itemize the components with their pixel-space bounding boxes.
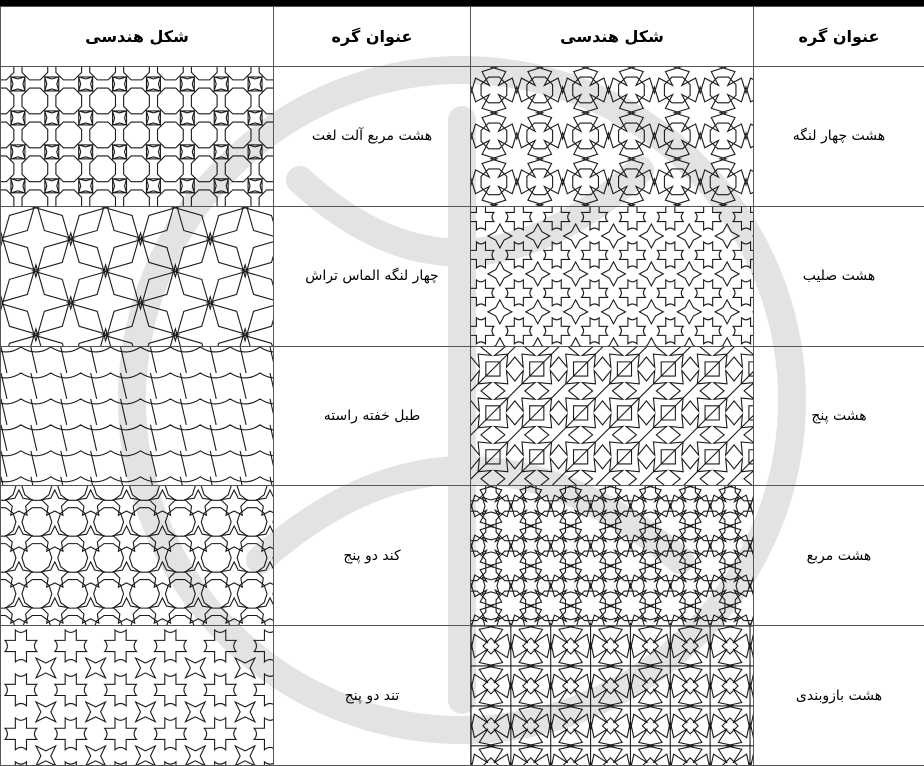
- header-shape-a: شکل هندسی: [471, 7, 754, 67]
- pattern-dense-pentagon: [1, 486, 273, 625]
- pattern-cell: [471, 626, 754, 766]
- knot-title: تند دو پنج: [274, 626, 471, 766]
- pattern-drum-wave: [1, 347, 273, 486]
- pattern-cell: [1, 67, 274, 207]
- knot-title: هشت چهار لنگه: [754, 67, 924, 207]
- pattern-cell: [471, 486, 754, 626]
- pattern-cell: [1, 626, 274, 766]
- table-row: [1, 346, 924, 486]
- pattern-eight-five: [471, 347, 753, 486]
- knot-title: کند دو پنج: [274, 486, 471, 626]
- pattern-sharp-pentagon: [1, 626, 273, 765]
- pattern-eight-point-star: [471, 67, 753, 206]
- pattern-octagon-square-dense: [471, 486, 753, 625]
- header-knot-title-a: عنوان گره: [754, 7, 924, 67]
- pattern-four-point-star: [1, 207, 273, 346]
- header-shape-b: شکل هندسی: [1, 7, 274, 67]
- knot-title: چهار لنگه الماس تراش: [274, 206, 471, 346]
- pattern-armband-cross: [471, 626, 753, 765]
- knot-title: هشت مربع: [754, 486, 924, 626]
- pattern-cell: [1, 206, 274, 346]
- knot-title: هشت پنج: [754, 346, 924, 486]
- pattern-cell: [471, 346, 754, 486]
- pattern-cell: [471, 206, 754, 346]
- pattern-cross: [471, 207, 753, 346]
- table-row: [1, 206, 924, 346]
- pattern-cell: [1, 486, 274, 626]
- table-row: [1, 626, 924, 766]
- knot-title: هشت مربع آلت لغت: [274, 67, 471, 207]
- header-knot-title-b: عنوان گره: [274, 7, 471, 67]
- knot-title: هشت صلیب: [754, 206, 924, 346]
- knot-title: طبل خفته راسته: [274, 346, 471, 486]
- table-row: [1, 67, 924, 207]
- pattern-cell: [1, 346, 274, 486]
- knot-table: [0, 6, 924, 766]
- pattern-octagon-square: [1, 67, 273, 206]
- knot-title: هشت بازوبندی: [754, 626, 924, 766]
- header-row: [1, 7, 924, 67]
- pattern-cell: [471, 67, 754, 207]
- table-row: [1, 486, 924, 626]
